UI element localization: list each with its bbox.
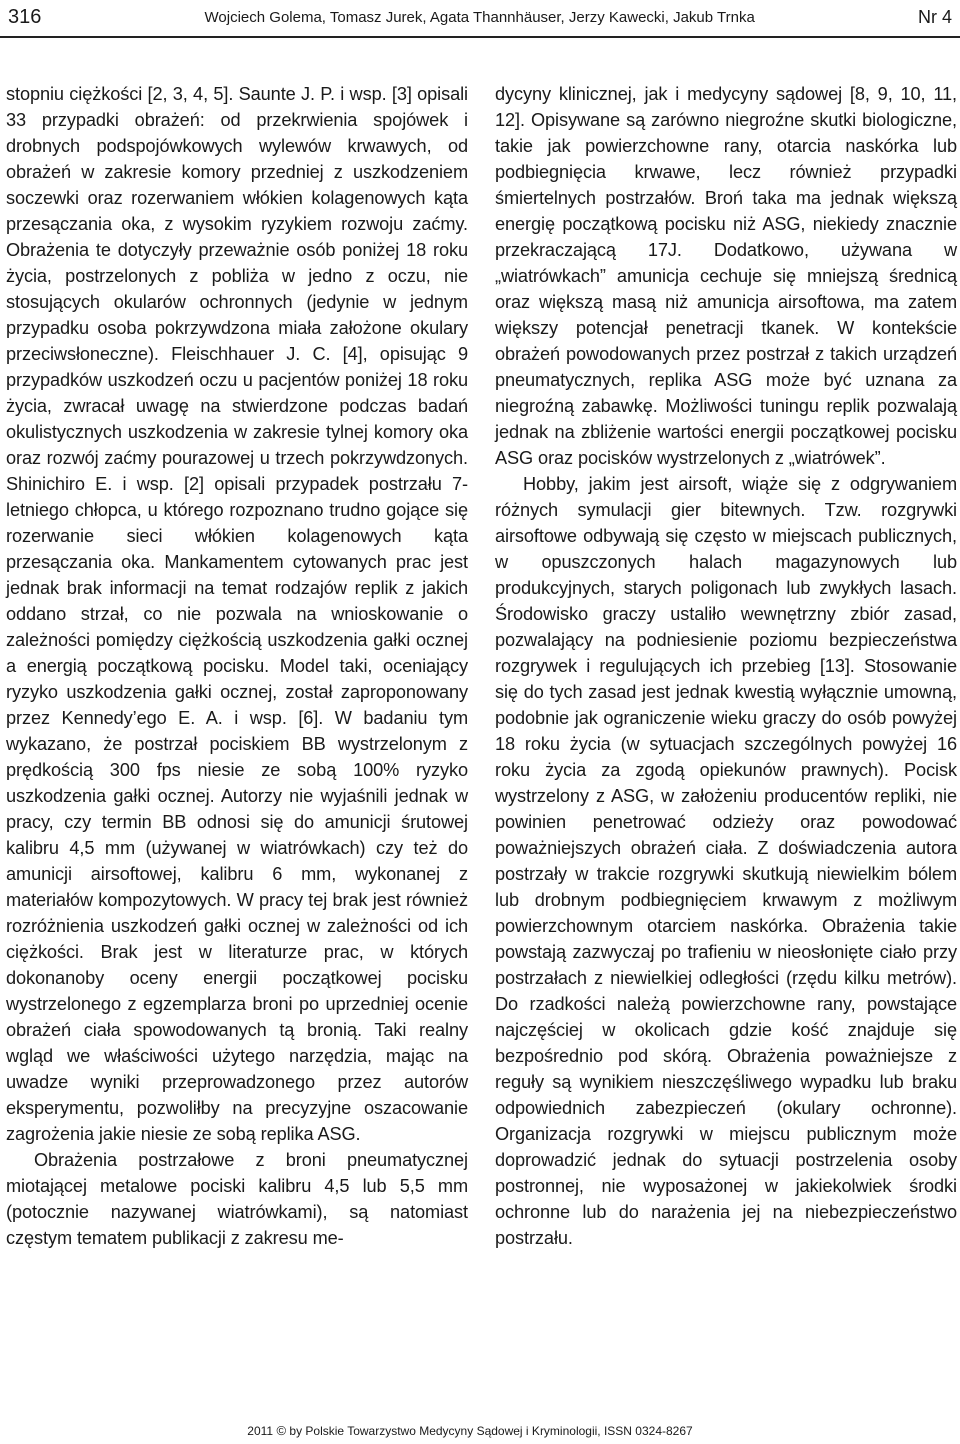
footer-text: by Polskie Towarzystwo Medycyny Sądowej i Kryminologii, ISSN 0324-8267 <box>289 1424 693 1438</box>
body-paragraph: Obrażenia postrzałowe z broni pneumatycznej miotającej metalowe pociski kalibru 4,5 lub 5,5 mm (potocznie nazywanej wiatrówkami), są natomiast częstym tematem publikacji z zakresu me- <box>6 1150 468 1248</box>
running-header <box>8 0 952 34</box>
copyright-icon: © <box>276 1423 287 1438</box>
page-number: 316 <box>8 5 42 28</box>
issue-number: Nr 4 <box>917 6 952 27</box>
body-paragraph: Hobby, jakim jest airsoft, wiąże się z odgrywaniem różnych symulacji gier bitewnych. Tzw. rozgrywki airsoftowe odbywają się często w miejscach publicznych, w opuszczonych halach magazynowych lub produkcyjnych, starych poligonach lub zwykłych lasach. Środowisko graczy ustaliło wewnętrzny zbiór zasad, pozwalający na podniesienie poziomu bezpieczeństwa rozgrywek i regulujących ich przebieg [13]. Stosowanie się do tych zasad jest jednak kwestią wyłącznie umowną, podobnie jak ograniczenie wieku graczy do osób powyżej 18 roku życia (w sytuacjach szczególnych powyżej 16 roku życia za zgodą opiekunów prawnych). Pocisk wystrzelony z ASG, w założeniu producentów repliki, nie powinien penetrować odzieży oraz powodować poważniejszych obrażeń ciała. Z doświadczenia autora postrzały w trakcie rozgrywki skutkują niewielkim bólem lub drobnym podbiegnięciem krwawym z możliwym powierzchownym otarciem naskórka. Obrażenia takie powstają zazwyczaj po trafieniu w nieosłonięte ciało przy postrzałach z niewielkiej odległości (rzędu kilku metrów). Do rzadkości należą powierzchowne rany, powstające najczęściej w okolicach gdzie kość znajduje się bezpośrednio pod skórą. Obrażenia poważniejsze z reguły są wynikiem nieszczęśliwego wypadku lub braku odpowiednich zabezpieczeń (okulary ochronne). Organizacja rozgrywki w miejscu publicznym może doprowadzić jednak do sytuacji postrzelenia osoby postronnej, nie wyposażonej w jakiekolwiek środki ochronne lub do narażenia jej na niebezpieczeństwo postrzału. <box>495 474 957 1248</box>
body-paragraph: stopniu ciężkości [2, 3, 4, 5]. Saunte J. P. i wsp. [3] opisali 33 przypadki obrażeń: od przekrwienia spojówek i drobnych podspojówkowych wylewów krwawych, od obrażeń w zakresie komory przedniej z uszkodzeniem soczewki oraz rozerwaniem włókien kolagenowych kąta przesączania oka, z wysokim ryzykiem rozwoju zaćmy. Obrażenia te dotyczyły przeważnie osób poniżej 18 roku życia, postrzelonych z pobliża w jedno z oczu, nie stosujących okularów ochronnych (jedynie w jednym przypadku osoba pokrzywdzona miała założone okulary przeciwsłoneczne). Fleischhauer J. C. [4], opisując 9 przypadków uszkodzeń oczu u pacjentów poniżej 18 roku życia, zwracał uwagę na stwierdzone podczas badań okulistycznych uszkodzenia w zakresie tylnej komory oka oraz rozwój zaćmy pourazowej u trzech pokrzywdzonych. Shinichiro E. i wsp. [2] opisali przypadek postrzału 7-letniego chłopca, u którego rozpoznano trudno gojące się rozerwanie sieci włókien kolagenowych kąta przesączania oka. Mankamentem cytowanych prac jest jednak brak informacji na temat rodzajów replik z jakich oddano strzał, co nie pozwala na wnioskowanie o zależności pomiędzy ciężkością uszkodzenia gałki ocznej a energią początkową pocisku. Model taki, oceniający ryzyko uszkodzenia gałki ocznej, został zaproponowany przez Kennedy’ego E. A. i wsp. [6]. W badaniu tym wykazano, że postrzał pociskiem BB wystrzelonym z prędkością 300 fps niesie ze sobą 100% ryzyko uszkodzenia gałki ocznej. Autorzy nie wyjaśnili jednak w pracy, czy termin BB odnosi się do amunicji śrutowej kalibru 4,5 mm (używanej w wiatrówkach) czy też do amunicji airsoftowej, kalibru 6 mm, wykonanej z materiałów kompozytowych. W pracy tej brak jest również rozróżnienia uszkodzeń gałki ocznej w zależności od ich ciężkości. Brak jest w literaturze prac, w których dokonanoby oceny energii początkowej pocisku wystrzelonego z egzemplarza broni po uprzedniej ocenie obrażeń ciała spowodowanych tą bronią. Taki realny wgląd we właściwości użytego narzędzia, mając na uwadze wyniki przeprowadzonego przez autorów eksperymentu, pozwoliłby na precyzyjne oszacowanie zagrożenia jakie niesie ze sobą replika ASG. <box>6 84 468 1144</box>
running-header-authors: Wojciech Golema, Tomasz Jurek, Agata Thannhäuser, Jerzy Kawecki, Jakub Trnka <box>204 8 755 26</box>
copyright-footer <box>240 1423 700 1438</box>
body-paragraph: dycyny klinicznej, jak i medycyny sądowej [8, 9, 10, 11, 12]. Opisywane są zarówno niegroźne skutki biologiczne, takie jak powierzchowne rany, otarcia naskórka lub podbiegnięcia krwawe, lecz również przypadki śmiertelnych postrzałów. Broń taka ma jednak większą energię początkową pocisku niż ASG, niekiedy znacznie przekraczającą 17J. Dodatkowo, używana w „wiatrówkach” amunicja cechuje się mniejszą średnicą oraz większą masą niż amunicja airsoftowa, ma zatem większy potencjał penetracji tkanek. W kontekście obrażeń powodowanych przez postrzał z takich urządzeń pneumatycznych, replika ASG może być uznana za niegroźną zabawkę. Możliwości tuningu replik pozwalają jednak na zbliżenie wartości energii początkowej pocisku ASG oraz pocisków wystrzelonych z „wiatrówek”. <box>495 84 957 468</box>
right-column <box>495 81 957 1251</box>
header-rule <box>0 36 960 38</box>
left-column <box>6 81 468 1251</box>
footer-year: 2011 <box>247 1424 274 1438</box>
